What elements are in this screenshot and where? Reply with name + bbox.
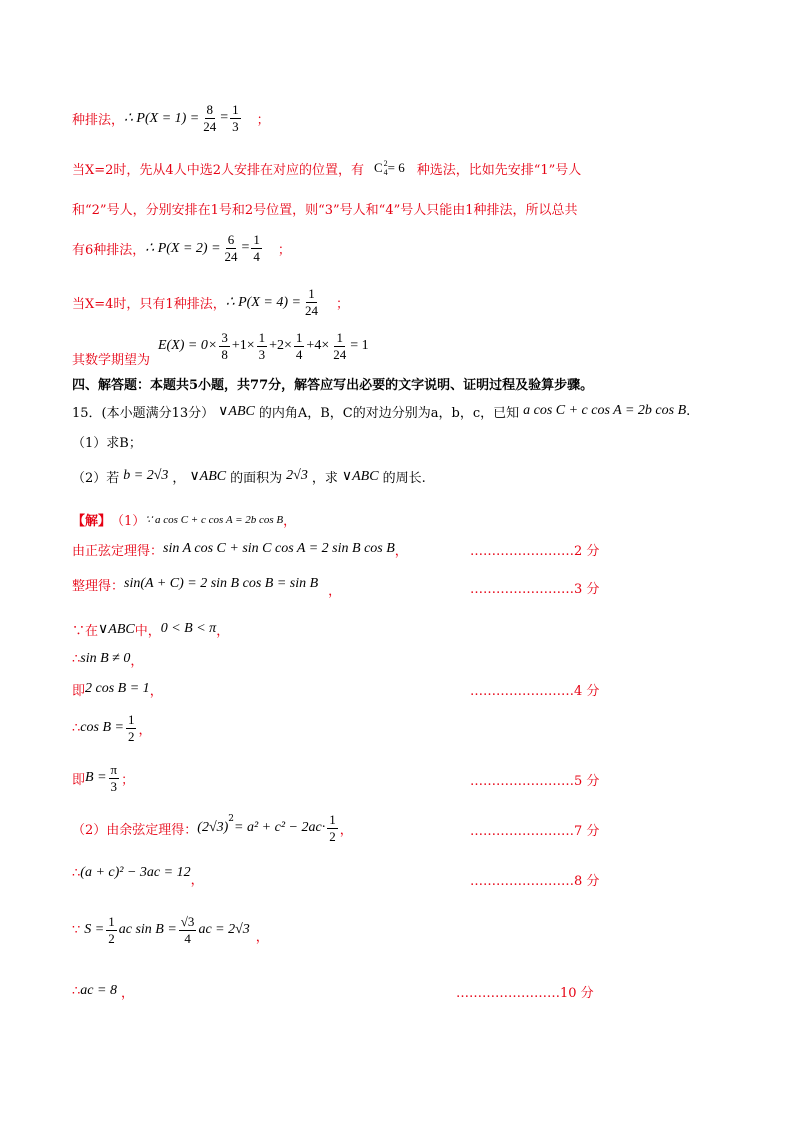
score-mark: ……………………2 分 bbox=[470, 544, 600, 559]
fraction: $\frac{1}{24}$ bbox=[333, 329, 347, 362]
solution-step-area: ∵ S = $\frac{1}{2}$ ac sin B = $\frac{√3}{4}$ ac = 2√3 ， bbox=[72, 913, 269, 946]
fraction: $\frac{1}{4}$ bbox=[253, 231, 260, 264]
score-mark: ……………………7 分 bbox=[470, 824, 600, 839]
solution-step-b-value: 即 B = $\frac{\pi}{3}$ ； bbox=[72, 761, 135, 794]
solution-step-cosine-law: （2）由余弦定理得： (2√3) $^2$ = a² + c² − 2ac· $\frac{1}{2}$ ， bbox=[72, 811, 353, 844]
solution-step-cosb-value: ∴ cos B = $\frac{1}{2}$ ， bbox=[72, 711, 152, 744]
score-mark: ……………………3 分 bbox=[470, 582, 600, 597]
fraction: $\frac{3}{8}$ bbox=[221, 329, 228, 362]
solution-step-range: ∵在 ∨ABC 中， 0 < B < π ， bbox=[72, 621, 230, 639]
expectation-label: 其数学期望为 bbox=[72, 352, 151, 368]
line-x2-choose: 当X=2时，先从4人中选2人安排在对应的位置，有 C 2 4 = 6 种选法，比如先安排“1”号人 bbox=[72, 159, 582, 178]
fraction: $\frac{1}{3}$ bbox=[232, 101, 239, 134]
fraction: $\frac{1}{2}$ bbox=[127, 711, 135, 744]
fraction: $\frac{1}{4}$ bbox=[295, 329, 303, 362]
question-15-part2: （2）若 b = 2√3 ， ∨ABC 的面积为 2√3 ，求 ∨ABC 的周长. bbox=[72, 468, 426, 486]
combination: C 2 4 = 6 bbox=[373, 159, 405, 177]
expectation-formula: E(X) = 0× $\frac{3}{8}$ +1× $\frac{1}{3}$ +2× $\frac{1}{4}$ +4× $\frac{1}{24}$ = 1 bbox=[158, 329, 369, 362]
score-mark: ……………………5 分 bbox=[470, 774, 600, 789]
solution-step-cosb: 即 2 cos B = 1 ， bbox=[72, 681, 163, 699]
question-15: 15．(本小题满分13分） ∨ABC 的内角A，B，C的对边分别为a，b，c，已知 a cos C + c cos A = 2b cos B . bbox=[72, 403, 691, 421]
fraction: $\frac{\pi}{3}$ bbox=[110, 761, 118, 794]
fraction: $\frac{1}{3}$ bbox=[258, 329, 266, 362]
line-explain: 和“2”号人，分别安排在1号和2号位置，则“3”号人和“4”号人只能由1种排法，所以总共 bbox=[72, 202, 578, 218]
solution-step-sine-law: 由正弦定理得： sin A cos C + sin C cos A = 2 sin B cos B ， bbox=[72, 541, 408, 559]
line-p-x4: 当X=4时，只有1种排法， ∴ P(X = 4) = $\frac{1}{24}$ ； bbox=[72, 285, 349, 318]
solution-step-sinb: ∴ sin B ≠ 0 ， bbox=[72, 651, 144, 669]
solution-step-simplify: 整理得： sin(A + C) = 2 sin B cos B = sin B ， bbox=[72, 576, 342, 599]
fraction: $\frac{6}{24}$ bbox=[224, 231, 238, 264]
fraction: $\frac{8}{24}$ bbox=[203, 101, 217, 134]
solution-start: 【解】 （1） ∵ a cos C + c cos A = 2b cos B ， bbox=[72, 513, 297, 529]
score-mark: ……………………10 分 bbox=[456, 986, 594, 1001]
score-mark: ……………………4 分 bbox=[470, 684, 600, 699]
question-15-part1: （1）求B； bbox=[72, 435, 142, 451]
score-mark: ……………………8 分 bbox=[470, 874, 600, 889]
section-heading: 四、解答题：本题共5小题，共77分，解答应写出必要的文字说明、证明过程及验算步骤。 bbox=[72, 377, 594, 393]
fraction: $\frac{√3}{4}$ bbox=[180, 913, 195, 946]
fraction: $\frac{1}{2}$ bbox=[108, 913, 115, 946]
line-p-x2: 有6种排法， ∴ P(X = 2) = $\frac{6}{24}$ = $\frac{1}{4}$ ； bbox=[72, 231, 291, 264]
solution-step-ac: ∴ ac = 8 ， bbox=[72, 983, 134, 1001]
fraction: $\frac{1}{24}$ bbox=[304, 285, 318, 318]
solution-step-sum: ∴ (a + c)² − 3ac = 12 ， bbox=[72, 865, 204, 888]
fraction: $\frac{1}{2}$ bbox=[329, 811, 336, 844]
line-p-x1: 种排法， ∴ P(X = 1) = $\frac{8}{24}$ = $\frac{1}{3}$ ； bbox=[72, 101, 270, 134]
